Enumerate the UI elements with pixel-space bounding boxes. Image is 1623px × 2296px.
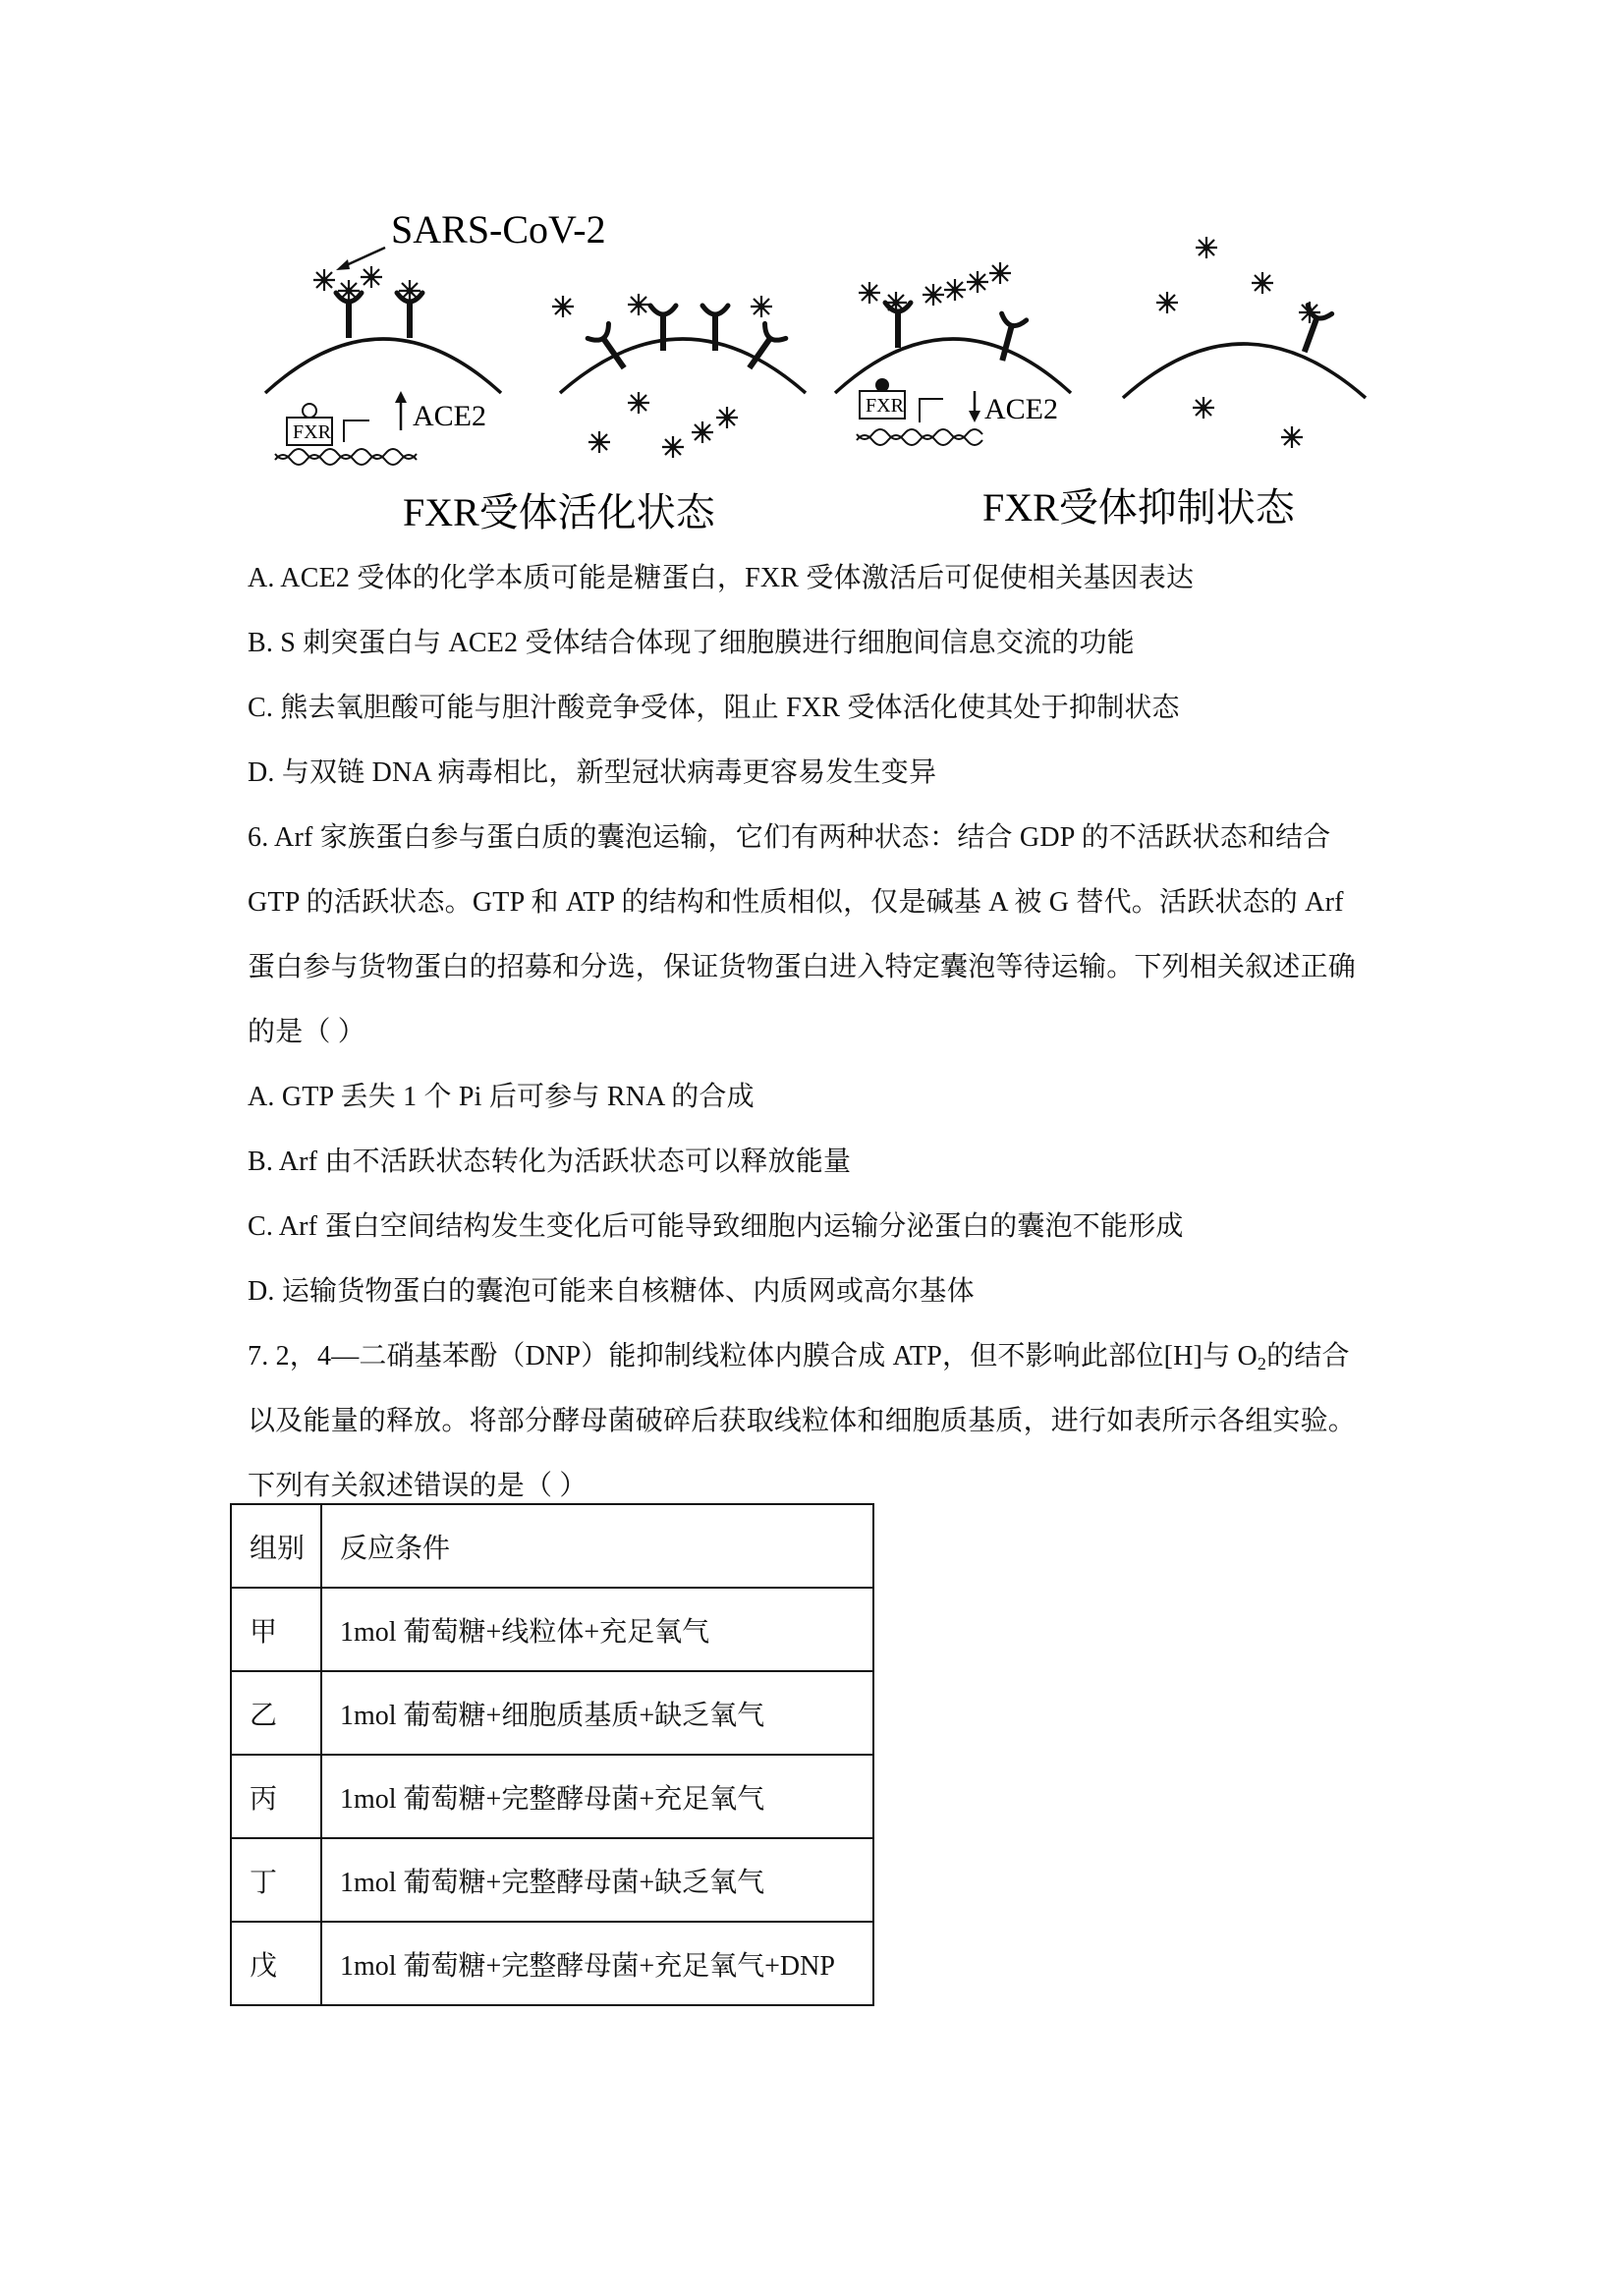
fxr-box-label: FXR xyxy=(293,421,331,443)
q5-option-a: A. ACE2 受体的化学本质可能是糖蛋白，FXR 受体激活后可促使相关基因表达 xyxy=(248,563,1195,593)
q6-option-d: D. 运输货物蛋白的囊泡可能来自核糖体、内质网或高尔基体 xyxy=(248,1276,975,1307)
q6-stem-line-2: GTP 的活跃状态。GTP 和 ATP 的结构和性质相似，仅是碱基 A 被 G 替代。活跃状态的 Arf xyxy=(248,887,1344,918)
header-condition: 反应条件 xyxy=(321,1504,873,1588)
condition-cell: 1mol 葡萄糖+完整酵母菌+充足氧气+DNP xyxy=(321,1922,873,2005)
condition-cell: 1mol 葡萄糖+细胞质基质+缺乏氧气 xyxy=(321,1671,873,1755)
o2-subscript: 2 xyxy=(1257,1354,1267,1373)
group-cell: 丙 xyxy=(231,1755,321,1838)
table-row xyxy=(231,1588,873,1671)
q7-stem-line-1 xyxy=(248,1324,1397,1389)
q6-stem-line-4: 的是（ ） xyxy=(248,1017,366,1047)
q6-option-c: C. Arf 蛋白空间结构发生变化后可能导致细胞内运输分泌蛋白的囊泡不能形成 xyxy=(248,1211,1184,1242)
condition-cell: 1mol 葡萄糖+完整酵母菌+充足氧气 xyxy=(321,1755,873,1838)
q5-option-c: C. 熊去氧胆酸可能与胆汁酸竞争受体，阻止 FXR 受体活化使其处于抑制状态 xyxy=(248,693,1180,723)
table-row xyxy=(231,1922,873,2005)
caption-active: FXR受体活化状态 xyxy=(403,490,715,534)
q7-stem-part-2: 的结合 xyxy=(1266,1341,1350,1372)
table-row xyxy=(231,1755,873,1838)
q5-option-d: D. 与双链 DNA 病毒相比，新型冠状病毒更容易发生变异 xyxy=(248,757,937,788)
panel-inhibited xyxy=(835,262,1071,445)
panel-active-right xyxy=(552,294,806,458)
table-header-row xyxy=(231,1504,873,1588)
header-group: 组别 xyxy=(231,1504,321,1588)
table-row xyxy=(231,1671,873,1755)
q7-stem-line-3: 下列有关叙述错误的是（ ） xyxy=(248,1471,588,1501)
group-cell: 戊 xyxy=(231,1922,321,2005)
ace2-label-down: ACE2 xyxy=(984,393,1058,425)
experiment-table xyxy=(230,1503,874,2006)
caption-inhibited: FXR受体抑制状态 xyxy=(982,485,1295,530)
condition-cell: 1mol 葡萄糖+完整酵母菌+缺乏氧气 xyxy=(321,1838,873,1922)
q7-stem-part-1: 7. 2，4—二硝基苯酚（DNP）能抑制线粒体内膜合成 ATP，但不影响此部位[H]与 O xyxy=(248,1341,1258,1372)
group-cell: 乙 xyxy=(231,1671,321,1755)
q6-option-a: A. GTP 丢失 1 个 Pi 后可参与 RNA 的合成 xyxy=(248,1082,755,1112)
table-row xyxy=(231,1838,873,1922)
group-cell: 甲 xyxy=(231,1588,321,1671)
q6-option-b: B. Arf 由不活跃状态转化为活跃状态可以释放能量 xyxy=(248,1147,852,1177)
q6-stem-line-1: 6. Arf 家族蛋白参与蛋白质的囊泡运输，它们有两种状态：结合 GDP 的不活跃状态和结合 xyxy=(248,822,1331,853)
q7-stem-line-2: 以及能量的释放。将部分酵母菌破碎后获取线粒体和细胞质基质，进行如表所示各组实验。 xyxy=(248,1406,1357,1436)
ace2-label-up: ACE2 xyxy=(413,400,486,432)
q6-stem-line-3: 蛋白参与货物蛋白的招募和分选，保证货物蛋白进入特定囊泡等待运输。下列相关叙述正确 xyxy=(248,952,1357,982)
virus-label: SARS-CoV-2 xyxy=(391,207,606,252)
group-cell: 丁 xyxy=(231,1838,321,1922)
q5-option-b: B. S 刺突蛋白与 ACE2 受体结合体现了细胞膜进行细胞间信息交流的功能 xyxy=(248,628,1135,658)
question-text xyxy=(248,546,1397,1519)
condition-cell: 1mol 葡萄糖+线粒体+充足氧气 xyxy=(321,1588,873,1671)
ace2-fxr-figure xyxy=(246,196,1405,550)
panel-active xyxy=(265,207,606,465)
fxr-box-label-2: FXR xyxy=(866,395,904,417)
panel-inhibited-right xyxy=(1123,237,1366,448)
